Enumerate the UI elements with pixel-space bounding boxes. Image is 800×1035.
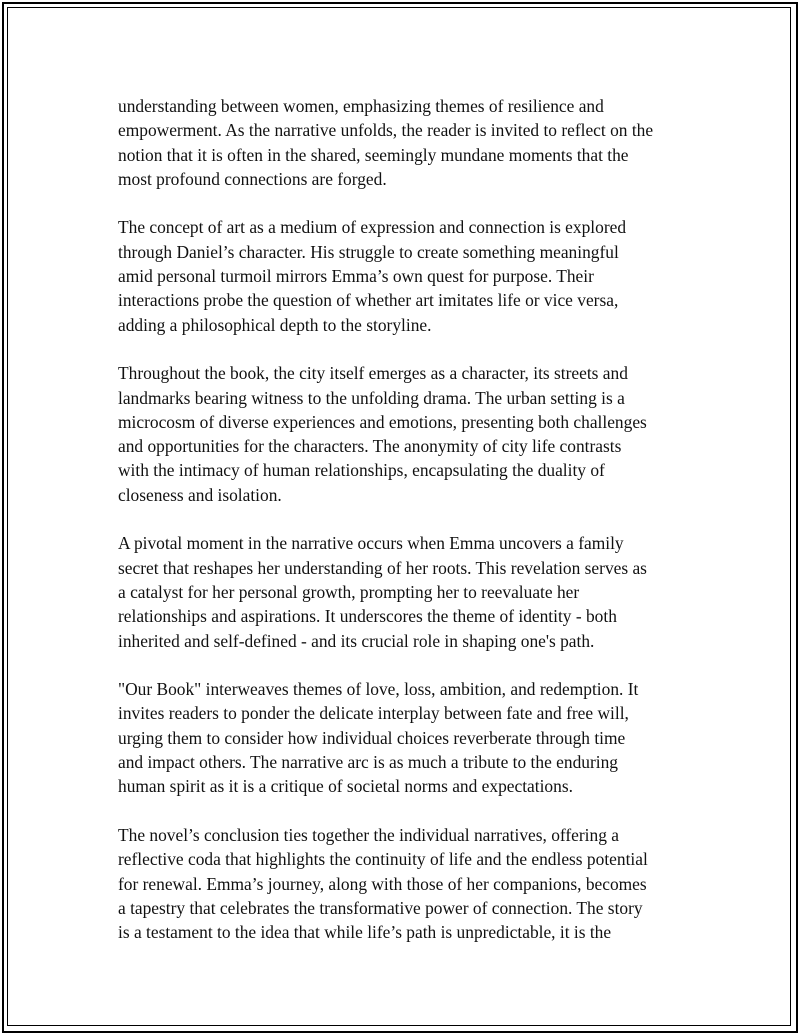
text-line: A pivotal moment in the narrative occurs when Emma uncovers a family [118, 533, 624, 554]
text-line: relationships and aspirations. It underscores the theme of identity - both [118, 606, 617, 627]
text-line: human spirit as it is a critique of societal norms and expectations. [118, 776, 573, 797]
text-line: empowerment. As the narrative unfolds, the reader is invited to reflect on the [118, 120, 654, 141]
text-line: inherited and self-defined - and its crucial role in shaping one's path. [118, 630, 595, 651]
text-line: urging them to consider how individual choices reverberate through time [118, 727, 626, 748]
text-line: adding a philosophical depth to the storyline. [118, 314, 432, 335]
text-line: secret that reshapes her understanding of her roots. This revelation serves as [118, 557, 647, 578]
text-line: for renewal. Emma’s journey, along with those of her companions, becomes [118, 873, 647, 894]
text-line: through Daniel’s character. His struggle to create something meaningful [118, 241, 619, 262]
text-line: "Our Book" interweaves themes of love, loss, ambition, and redemption. It [118, 679, 639, 700]
text-line: microcosm of diverse experiences and emotions, presenting both challenges [118, 411, 647, 432]
text-line: with the intimacy of human relationships, encapsulating the duality of [118, 460, 605, 481]
text-line: understanding between women, emphasizing themes of resilience and [118, 96, 604, 116]
text-line: notion that it is often in the shared, seemingly mundane moments that the [118, 144, 629, 165]
paragraph [118, 94, 718, 191]
text-line: amid personal turmoil mirrors Emma’s own quest for purpose. Their [118, 266, 594, 287]
text-line: landmarks bearing witness to the unfolding drama. The urban setting is a [118, 387, 625, 408]
text-line: is a testament to the idea that while life’s path is unpredictable, it is the [118, 922, 612, 943]
paragraph [118, 361, 718, 507]
paragraph [118, 531, 718, 652]
text-line: and impact others. The narrative arc is as much a tribute to the enduring [118, 752, 618, 773]
text-line: The concept of art as a medium of expression and connection is explored [118, 217, 627, 238]
text-line: interactions probe the question of whether art imitates life or vice versa, [118, 290, 619, 311]
text-line: a catalyst for her personal growth, prompting her to reevaluate her [118, 581, 580, 602]
paragraph [118, 677, 718, 798]
paragraph [118, 823, 718, 944]
text-line: reflective coda that highlights the continuity of life and the endless potential [118, 849, 648, 870]
paragraph [118, 215, 718, 336]
text-line: Throughout the book, the city itself emerges as a character, its streets and [118, 363, 628, 384]
text-line: The novel’s conclusion ties together the individual narratives, offering a [118, 824, 619, 845]
text-line: a tapestry that celebrates the transformative power of connection. The story [118, 897, 643, 918]
document-body [118, 94, 718, 969]
text-line: and opportunities for the characters. The anonymity of city life contrasts [118, 436, 622, 457]
text-line: closeness and isolation. [118, 484, 282, 505]
text-line: most profound connections are forged. [118, 168, 387, 189]
text-line: invites readers to ponder the delicate interplay between fate and free will, [118, 703, 629, 724]
